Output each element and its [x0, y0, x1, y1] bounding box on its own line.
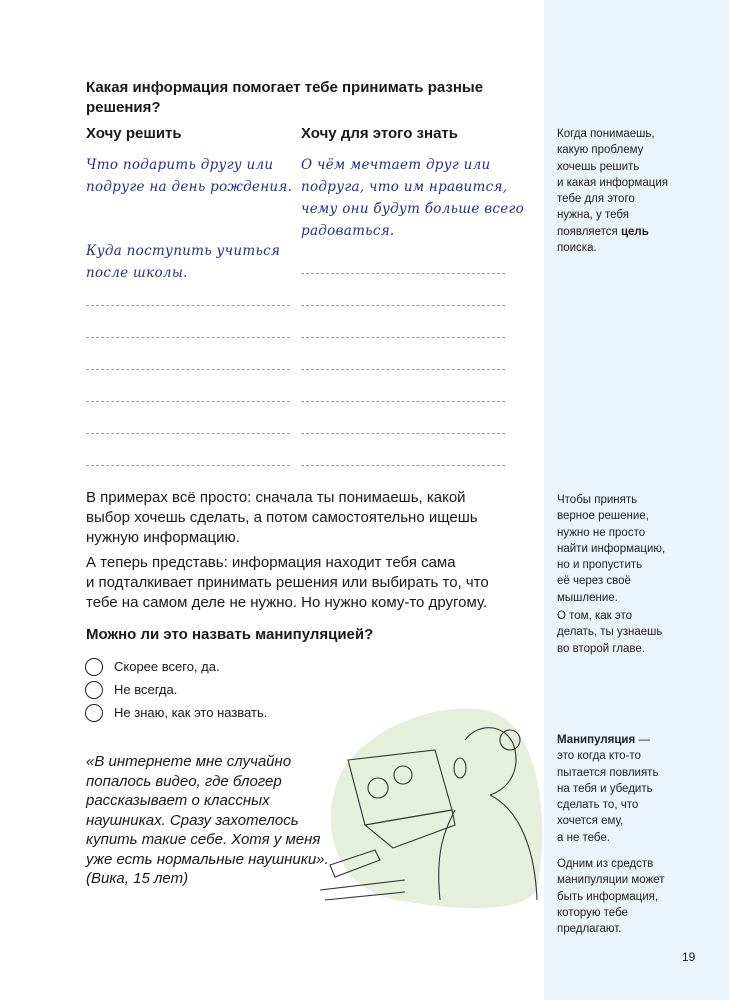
answer-line-right[interactable]	[301, 401, 505, 402]
option-label: Не знаю, как это назвать.	[114, 705, 268, 720]
title-line: решения?	[86, 99, 161, 116]
answer-left-2	[86, 240, 280, 284]
paragraph-2	[86, 553, 489, 613]
poll-question: Можно ли это назвать манипуляцией?	[86, 626, 374, 643]
note-line: на тебя и убедить	[557, 782, 653, 795]
note-line: это когда кто-то	[557, 750, 641, 763]
note-text: появляется	[557, 225, 621, 238]
note-bold-term: цель	[620, 225, 649, 238]
answer-line-left[interactable]	[86, 305, 290, 306]
poll-option[interactable]	[85, 655, 267, 678]
answer-line-left[interactable]	[86, 465, 290, 466]
note-line	[557, 224, 668, 240]
note-line: которую тебе	[557, 906, 628, 919]
answer-line-left[interactable]	[86, 433, 290, 434]
sidebar-note-search-goal	[557, 126, 668, 256]
note-bold-term: Манипуляция	[557, 734, 636, 746]
option-label: Не всегда.	[114, 682, 178, 697]
answer-line-left[interactable]	[86, 369, 290, 370]
poll-option[interactable]	[85, 701, 267, 724]
answer-line: Что подарить другу или	[86, 157, 274, 173]
note-line: быть информация,	[557, 890, 659, 903]
column-header-right: Хочу для этого знать	[301, 125, 458, 142]
text-line: выбор хочешь сделать, а потом самостоятельно ищешь	[86, 509, 478, 526]
note-line: во второй главе.	[557, 642, 645, 655]
answer-line: чему они будут больше всего	[301, 201, 525, 217]
page-number: 19	[682, 950, 696, 964]
note-line	[557, 732, 658, 748]
note-line: предлагают.	[557, 923, 622, 936]
note-text: —	[635, 734, 650, 746]
note-line: нужно не просто	[557, 526, 646, 539]
note-line: мышление.	[557, 591, 618, 604]
note-line: Чтобы принять	[557, 494, 638, 506]
sidebar-note-manipulation	[557, 732, 658, 846]
title-line: Какая информация помогает тебе принимать разные	[86, 79, 484, 96]
sidebar-note-information	[557, 856, 665, 937]
answer-line: подруге на день рождения.	[86, 179, 293, 195]
note-line: делать, ты узнаешь	[557, 626, 663, 639]
quote-line: (Вика, 15 лет)	[86, 870, 189, 887]
answer-line-right[interactable]	[301, 337, 505, 338]
note-line: верное решение,	[557, 510, 649, 523]
option-label: Скорее всего, да.	[114, 659, 220, 674]
note-line: сделать то, что	[557, 799, 639, 812]
quote-line: «В интернете мне случайно	[86, 753, 292, 770]
answer-left-1	[86, 154, 292, 198]
radio-button[interactable]	[85, 704, 103, 722]
answer-line: после школы.	[86, 265, 188, 281]
note-line: О том, как это	[557, 610, 633, 622]
text-line: В примерах всё просто: сначала ты понимаешь, какой	[86, 489, 466, 506]
quote-line: наушниках. Сразу захотелось	[86, 811, 299, 829]
note-line: её через своё	[557, 575, 631, 588]
answer-line-right[interactable]	[301, 433, 505, 434]
quote-line: рассказывает о классных	[86, 792, 270, 809]
radio-button[interactable]	[85, 681, 103, 699]
girl-with-laptop-illustration	[305, 700, 545, 940]
text-line: тебе на самом деле не нужно. Но нужно кому-то другому.	[86, 594, 488, 611]
answer-line-left[interactable]	[86, 337, 290, 338]
note-line: поиска.	[557, 242, 597, 255]
note-line: и какая информация	[557, 176, 668, 189]
column-header-left: Хочу решить	[86, 125, 182, 142]
note-line: Одним из средств	[557, 858, 654, 870]
note-line: найти информацию,	[557, 542, 666, 555]
note-line: тебе для этого	[557, 193, 635, 206]
answer-line: Куда поступить учиться	[86, 243, 281, 259]
answer-line-right[interactable]	[301, 369, 505, 370]
note-line: какую проблему	[557, 144, 644, 157]
note-line: хочется ему,	[557, 815, 624, 828]
question-title	[86, 78, 483, 118]
quote-line: уже есть нормальные наушники».	[86, 850, 329, 868]
answer-line-right[interactable]	[301, 273, 505, 274]
sidebar-note-chapter	[557, 608, 662, 657]
answer-line: О чём мечтает друг или	[301, 157, 491, 173]
text-line: нужную информацию.	[86, 529, 240, 546]
poll-option[interactable]	[85, 678, 267, 701]
answer-line-left[interactable]	[86, 401, 290, 402]
note-line: пытается повлиять	[557, 766, 659, 779]
student-quote	[86, 752, 329, 889]
text-line: А теперь представь: информация находит тебя сама	[86, 554, 456, 571]
note-line: но и пропустить	[557, 559, 643, 572]
answer-line: радоваться.	[301, 223, 395, 239]
sidebar-note-thinking	[557, 492, 665, 606]
radio-button[interactable]	[85, 658, 103, 676]
note-line: Когда понимаешь,	[557, 128, 655, 140]
note-line: хочешь решить	[557, 160, 640, 173]
text-line: и подталкивает принимать решения или выбирать то, что	[86, 574, 489, 591]
note-line: нужна, у тебя	[557, 209, 629, 222]
quote-line: попалось видео, где блогер	[86, 772, 282, 790]
note-line: а не тебе.	[557, 831, 610, 844]
answer-line-right[interactable]	[301, 305, 505, 306]
note-line: манипуляции может	[557, 874, 665, 887]
quote-line: купить такие себе. Хотя у меня	[86, 831, 321, 848]
answer-line-right[interactable]	[301, 465, 505, 466]
answer-right-1	[301, 154, 524, 242]
answer-line: подруга, что им нравится,	[301, 179, 508, 195]
poll-options	[85, 655, 267, 724]
paragraph-1	[86, 488, 478, 548]
